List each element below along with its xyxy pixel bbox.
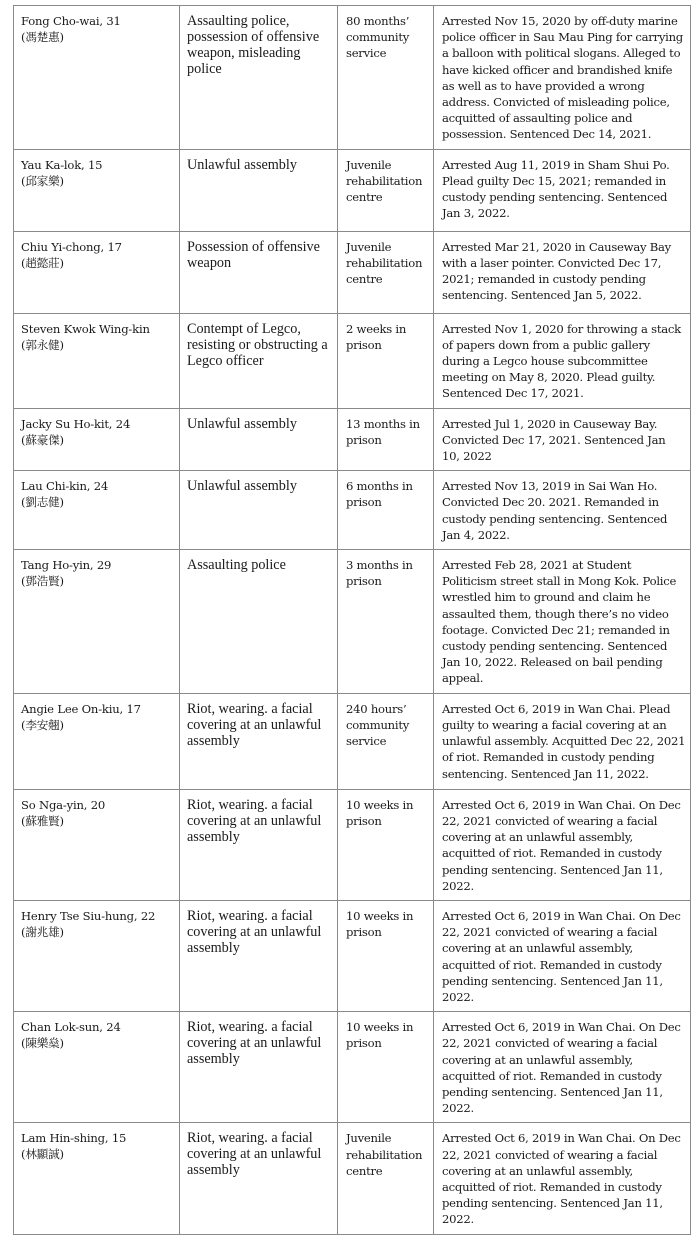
defendant-chinese-name: (邱家樂) — [21, 173, 64, 188]
charges-cell: Contempt of Legco, resisting or obstructing a Legco officer — [180, 313, 338, 408]
charges-cell: Possession of offensive weapon — [180, 231, 338, 313]
defendant-chinese-name: (林顯誠) — [21, 1147, 64, 1162]
defendant-cell — [14, 693, 180, 789]
defendant-chinese-name: (馮楚惠) — [21, 30, 64, 44]
details-cell: Arrested Oct 6, 2019 in Wan Chai. On Dec 22, 2021 convicted of wearing a facial covering at an unlawful assembly, acquitted of riot. Remanded in custody pending sentencing. Sentenced Jan 11, 2022. — [434, 900, 691, 1011]
defendant-name: Tang Ho-yin, 29 — [21, 558, 112, 573]
defendant-cell — [14, 789, 180, 900]
sentence-cell: 6 months in prison — [338, 471, 434, 550]
table-row — [14, 408, 691, 471]
defendant-cell — [14, 550, 180, 694]
defendant-cell — [14, 1123, 180, 1234]
details-cell: Arrested Jul 1, 2020 in Causeway Bay. Convicted Dec 17, 2021. Sentenced Jan 10, 2022 — [434, 408, 691, 471]
sentence-cell: Juvenile rehabilitation centre — [338, 149, 434, 231]
charges-cell: Unlawful assembly — [180, 408, 338, 471]
sentence-cell: 3 months in prison — [338, 550, 434, 694]
defendant-name: Angie Lee On-kiu, 17 — [21, 701, 141, 716]
details-cell: Arrested Nov 15, 2020 by off-duty marine police officer in Sau Mau Ping for carrying a balloon with political slogans. Alleged to have kicked officer and brandished knife as well as to have provided a wrong address. Convicted of misleading police, acquitted of assaulting police and possession. Sentenced Dec 14, 2021. — [434, 6, 691, 150]
table-row — [14, 231, 691, 313]
table-row — [14, 900, 691, 1011]
defendant-cell — [14, 313, 180, 408]
sentence-cell: 13 months in prison — [338, 408, 434, 471]
defendant-chinese-name: (謝兆雄) — [21, 924, 64, 939]
defendant-chinese-name: (趙懿莊) — [21, 255, 64, 270]
table-row — [14, 313, 691, 408]
charges-cell: Assaulting police, possession of offensive weapon, misleading police — [180, 6, 338, 150]
defendant-cell — [14, 6, 180, 150]
defendant-name: Lam Hin-shing, 15 — [21, 1131, 127, 1146]
sentence-cell: 10 weeks in prison — [338, 789, 434, 900]
sentence-cell: 2 weeks in prison — [338, 313, 434, 408]
defendant-chinese-name: (劉志健) — [21, 495, 64, 510]
details-cell: Arrested Nov 1, 2020 for throwing a stack of papers down from a public gallery during a Legco house subcommittee meeting on May 8, 2020. Plead guilty. Sentenced Dec 17, 2021. — [434, 313, 691, 408]
sentence-cell: Juvenile rehabilitation centre — [338, 1123, 434, 1234]
defendant-name: Lau Chi-kin, 24 — [21, 479, 109, 494]
defendant-name: Chan Lok-sun, 24 — [21, 1020, 121, 1035]
charges-cell: Unlawful assembly — [180, 471, 338, 550]
details-cell: Arrested Oct 6, 2019 in Wan Chai. On Dec 22, 2021 convicted of wearing a facial covering at an unlawful assembly, acquitted of riot. Remanded in custody pending sentencing. Sentenced Jan 11, 2022. — [434, 1012, 691, 1123]
defendant-cell — [14, 1012, 180, 1123]
table-row — [14, 149, 691, 231]
defendant-chinese-name: (蘇雅賢) — [21, 813, 64, 828]
sentencing-table — [13, 5, 691, 1235]
details-cell: Arrested Oct 6, 2019 in Wan Chai. On Dec 22, 2021 convicted of wearing a facial covering at an unlawful assembly, acquitted of riot. Remanded in custody pending sentencing. Sentenced Jan 11, 2022. — [434, 789, 691, 900]
details-cell: Arrested Feb 28, 2021 at Student Politicism street stall in Mong Kok. Police wrestled him to ground and claim he assaulted them, though there’s no video footage. Convicted Dec 21; remanded in custody pending sentencing. Sentenced Jan 10, 2022. Released on bail pending appeal. — [434, 550, 691, 694]
sentence-cell: 80 months’ community service — [338, 6, 434, 150]
defendant-cell — [14, 408, 180, 471]
charges-cell: Assaulting police — [180, 550, 338, 694]
table-row — [14, 1123, 691, 1234]
sentence-cell: 10 weeks in prison — [338, 1012, 434, 1123]
charges-cell: Riot, wearing. a facial covering at an unlawful assembly — [180, 789, 338, 900]
details-cell: Arrested Oct 6, 2019 in Wan Chai. On Dec 22, 2021 convicted of wearing a facial covering at an unlawful assembly, acquitted of riot. Remanded in custody pending sentencing. Sentenced Jan 11, 2022. — [434, 1123, 691, 1234]
table-row — [14, 693, 691, 789]
defendant-cell — [14, 149, 180, 231]
defendant-name: Steven Kwok Wing-kin — [21, 321, 150, 336]
charges-cell: Riot, wearing. a facial covering at an unlawful assembly — [180, 1012, 338, 1123]
defendant-cell — [14, 231, 180, 313]
details-cell: Arrested Mar 21, 2020 in Causeway Bay with a laser pointer. Convicted Dec 17, 2021; remanded in custody pending sentencing. Sentenced Jan 5, 2022. — [434, 231, 691, 313]
defendant-chinese-name: (鄧浩賢) — [21, 574, 64, 589]
defendant-chinese-name: (蘇豪傑) — [21, 432, 64, 447]
charges-cell: Unlawful assembly — [180, 149, 338, 231]
details-cell: Arrested Nov 13, 2019 in Sai Wan Ho. Convicted Dec 20. 2021. Remanded in custody pending sentencing. Sentenced Jan 4, 2022. — [434, 471, 691, 550]
defendant-cell — [14, 900, 180, 1011]
table-row — [14, 789, 691, 900]
table-row — [14, 550, 691, 694]
defendant-name: Jacky Su Ho-kit, 24 — [21, 416, 131, 431]
sentence-cell: 240 hours’ community service — [338, 693, 434, 789]
defendant-name: Henry Tse Siu-hung, 22 — [21, 908, 156, 923]
details-cell: Arrested Aug 11, 2019 in Sham Shui Po. Plead guilty Dec 15, 2021; remanded in custody pending sentencing. Sentenced Jan 3, 2022. — [434, 149, 691, 231]
defendant-name: Yau Ka-lok, 15 — [21, 157, 103, 172]
defendant-chinese-name: (郭永健) — [21, 337, 64, 352]
table-row — [14, 6, 691, 150]
charges-cell: Riot, wearing. a facial covering at an unlawful assembly — [180, 900, 338, 1011]
defendant-cell — [14, 471, 180, 550]
sentence-cell: 10 weeks in prison — [338, 900, 434, 1011]
table-row — [14, 471, 691, 550]
charges-cell: Riot, wearing. a facial covering at an unlawful assembly — [180, 1123, 338, 1234]
table-row — [14, 1012, 691, 1123]
defendant-chinese-name: (李安翹) — [21, 717, 64, 732]
details-cell: Arrested Oct 6, 2019 in Wan Chai. Plead guilty to wearing a facial covering at an unlawful assembly. Acquitted Dec 22, 2021 of riot. Remanded in custody pending sentencing. Sentenced Jan 11, 2022. — [434, 693, 691, 789]
defendant-name: Chiu Yi-chong, 17 — [21, 239, 122, 254]
sentence-cell: Juvenile rehabilitation centre — [338, 231, 434, 313]
defendant-name: Fong Cho-wai, 31 — [21, 14, 121, 28]
charges-cell: Riot, wearing. a facial covering at an unlawful assembly — [180, 693, 338, 789]
defendant-chinese-name: (陳樂燊) — [21, 1036, 64, 1051]
defendant-name: So Nga-yin, 20 — [21, 797, 106, 812]
